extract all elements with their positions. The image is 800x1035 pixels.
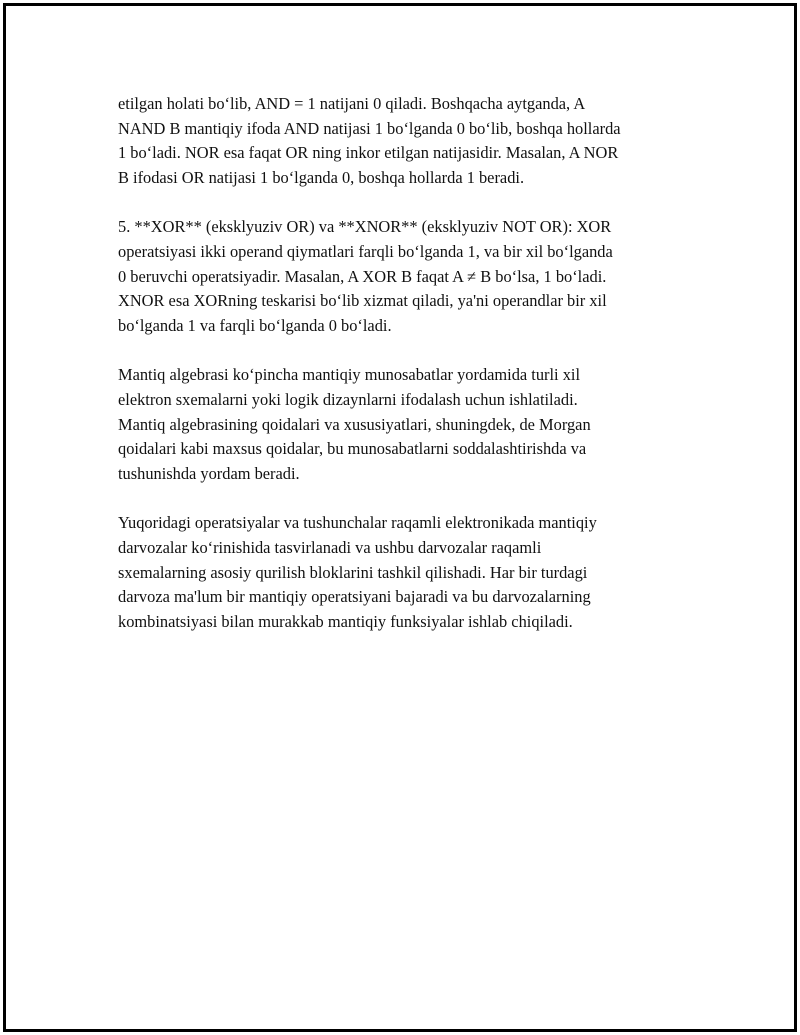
text-line: Mantiq algebrasi ko‘pincha mantiqiy munosabatlar yordamida turli xil: [118, 365, 581, 385]
text-line: 5. **XOR** (eksklyuziv OR) va **XNOR** (eksklyuziv NOT OR): XOR: [118, 217, 612, 237]
text-line: etilgan holati bo‘lib, AND = 1 natijani 0 qiladi. Boshqacha aytganda, A: [118, 94, 586, 113]
text-line: elektron sxemalarni yoki logik dizaynlarni ifodalash uchun ishlatiladi.: [118, 389, 578, 409]
text-line: bo‘lganda 1 va farqli bo‘lganda 0 bo‘ladi.: [118, 315, 392, 335]
text-line: sxemalarning asosiy qurilish bloklarini tashkil qilishadi. Har bir turdagi: [118, 562, 588, 582]
text-line: kombinatsiyasi bilan murakkab mantiqiy funksiyalar ishlab chiqiladi.: [118, 611, 573, 631]
text-line: Yuqoridagi operatsiyalar va tushunchalar raqamli elektronikada mantiqiy: [118, 513, 597, 533]
paragraph-xor-xnor: [118, 215, 698, 338]
paragraph-nand-nor: [118, 92, 698, 190]
text-line: darvoza ma'lum bir mantiqiy operatsiyani bajaradi va bu darvozalarning: [118, 587, 591, 607]
text-line: 1 bo‘ladi. NOR esa faqat OR ning inkor etilgan natijasidir. Masalan, A NOR: [118, 143, 619, 163]
text-line: darvozalar ko‘rinishida tasvirlanadi va ushbu darvozalar raqamli: [118, 537, 542, 557]
paragraph-logic-algebra: [118, 363, 698, 486]
text-line: operatsiyasi ikki operand qiymatlari farqli bo‘lganda 1, va bir xil bo‘lganda: [118, 241, 613, 261]
text-line: B ifodasi OR natijasi 1 bo‘lganda 0, boshqa hollarda 1 beradi.: [118, 167, 525, 187]
text-line: qoidalari kabi maxsus qoidalar, bu munosabatlarni soddalashtirishda va: [118, 439, 587, 459]
text-line: Mantiq algebrasining qoidalari va xususiyatlari, shuningdek, de Morgan: [118, 414, 591, 434]
text-line: 0 beruvchi operatsiyadir. Masalan, A XOR B faqat A ≠ B bo‘lsa, 1 bo‘ladi.: [118, 266, 607, 286]
text-line: tushunishda yordam beradi.: [118, 463, 300, 483]
paragraph-logic-gates: [118, 511, 698, 634]
text-line: NAND B mantiqiy ifoda AND natijasi 1 bo‘lganda 0 bo‘lib, boshqa hollarda: [118, 118, 621, 138]
document-body: [118, 92, 698, 659]
text-line: XNOR esa XORning teskarisi bo‘lib xizmat qiladi, ya'ni operandlar bir xil: [118, 291, 607, 311]
